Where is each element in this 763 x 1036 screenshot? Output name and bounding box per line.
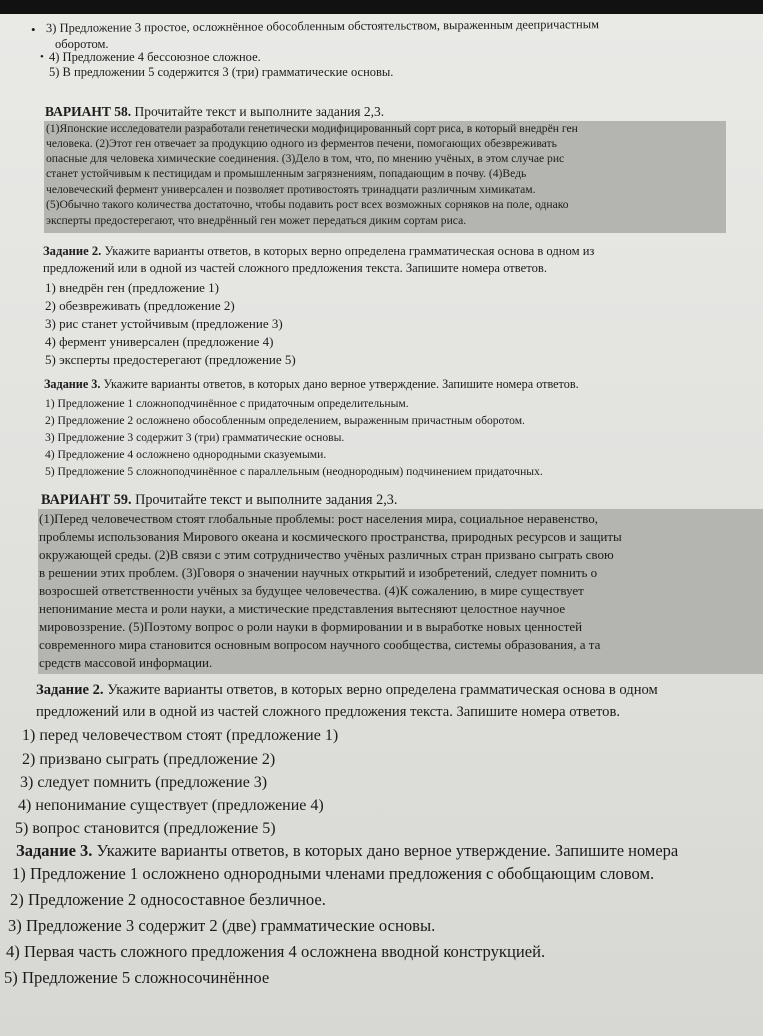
bullet-mark: • (31, 22, 36, 37)
text-line: человеческий фермент универсален и позволяет противостоять тринадцати различным химикатам. (46, 183, 536, 196)
task-prompt (43, 245, 594, 258)
text-line: современного мира становится основным вопросом научного сообщества, системы образования, а та (39, 637, 601, 652)
task-text: Укажите варианты ответов, в которых дано верное утверждение. Запишите номера ответов. (100, 377, 579, 391)
task-prompt (36, 683, 658, 698)
text-line: средств массовой информации. (39, 655, 213, 670)
variant-instruction: Прочитайте текст и выполните задания 2,3. (131, 492, 398, 508)
bullet-mark: • (40, 51, 44, 63)
answer-option: 4) фермент универсален (предложение 4) (45, 334, 274, 349)
task-prompt (16, 843, 678, 860)
option-line: 5) В предложении 5 содержится 3 (три) грамматические основы. (49, 65, 394, 79)
text-line: (1)Перед человечеством стоят глобальные проблемы: рост населения мира, социальное неравенство, (39, 511, 598, 526)
answer-option: 4) Предложение 4 осложнено однородными сказуемыми. (45, 448, 327, 461)
text-line: в решении этих проблем. (3)Говоря о значении научных открытий и изобретений, следует помнить о (39, 565, 598, 580)
answer-option: 4) непонимание существует (предложение 4) (18, 797, 324, 814)
answer-option: 4) Первая часть сложного предложения 4 осложнена вводной конструкцией. (6, 942, 546, 961)
variant-heading (45, 105, 384, 119)
answer-option: 2) Предложение 2 осложнено обособленным определением, выраженным причастным оборотом. (45, 414, 525, 427)
option-line: 4) Предложение 4 бессоюзное сложное. (49, 50, 261, 64)
answer-option: 1) перед человечеством стоят (предложение 1) (22, 727, 339, 744)
answer-option: 5) Предложение 5 сложносочинённое (4, 968, 270, 987)
option-line: оборотом. (55, 37, 109, 51)
task-prompt: предложений или в одной из частей сложного предложения текста. Запишите номера ответов. (43, 261, 547, 275)
answer-option: 2) Предложение 2 односоставное безличное. (10, 890, 326, 909)
answer-option: 1) Предложение 1 сложноподчинённое с придаточным определительным. (45, 397, 409, 410)
answer-option: 5) эксперты предостерегают (предложение 5) (45, 352, 296, 367)
task-text: Укажите варианты ответов, в которых верно определена грамматическая основа в одном (103, 682, 658, 698)
task-text: Укажите варианты ответов, в которых дано верное утверждение. Запишите номера (92, 841, 679, 860)
text-line: окружающей среды. (2)В связи с этим сотрудничество учёных различных стран призвано сыграть свою (39, 547, 614, 562)
variant-title: ВАРИАНТ 59. (41, 492, 132, 508)
variant-title: ВАРИАНТ 58. (45, 104, 132, 119)
answer-option: 5) Предложение 5 сложноподчинённое с параллельным (неоднородным) подчинением придаточных. (45, 465, 543, 478)
answer-option: 3) Предложение 3 содержит 3 (три) грамматические основы. (45, 431, 345, 444)
task-prompt (44, 378, 579, 390)
text-line: мировоззрение. (5)Поэтому вопрос о роли науки в формировании и в выработке новых ценностей (39, 619, 583, 634)
task-label: Задание 2. (36, 682, 104, 698)
text-line: непонимание места и роли науки, а мистические представления вытесняют целостное научное (39, 601, 566, 616)
text-line: станет устойчивым к пестицидам и промышленным загрязнениям, попадающим в почву. (4)Ведь (46, 167, 527, 180)
answer-option: 1) Предложение 1 осложнено однородными членами предложения с обобщающим словом. (12, 864, 655, 883)
task-label: Задание 3. (44, 377, 101, 391)
task-text: Укажите варианты ответов, в которых верно определена грамматическая основа в одном из (101, 244, 595, 258)
text-line: (5)Обычно такого количества достаточно, чтобы подавить рост всех возможных сорняков на поле, однако (46, 198, 569, 211)
text-line: человека. (2)Этот ген отвечает за продукцию одного из ферментов печени, помогающих обезвреживать (46, 137, 557, 150)
text-line: (1)Японские исследователи разработали генетически модифицированный сорт риса, в который внедрён ген (46, 122, 578, 135)
option-line: 3) Предложение 3 простое, осложнённое обособленным обстоятельством, выраженным деепричастным (45, 17, 600, 35)
answer-option: 3) Предложение 3 содержит 2 (две) грамматические основы. (8, 916, 436, 935)
text-line: возросшей ответственности учёных за будущее человечества. (4)К сожалению, в мире существует (39, 583, 584, 598)
task-prompt: предложений или в одной из частей сложного предложения текста. Запишите номера ответов. (36, 704, 621, 720)
answer-option: 5) вопрос становится (предложение 5) (15, 820, 276, 837)
text-line: проблемы использования Мирового океана и космического пространства, природных ресурсов и защиты (39, 529, 622, 544)
text-line: опасные для человека химические соединения. (3)Дело в том, что, по мнению учёных, в этом случае рис (46, 152, 565, 165)
text-line: эксперты предостерегают, что внедрённый ген может передаться диким сортам риса. (46, 214, 467, 227)
answer-option: 2) призвано сыграть (предложение 2) (22, 751, 276, 768)
variant-heading (41, 493, 397, 507)
task-label: Задание 2. (43, 244, 102, 258)
answer-option: 1) внедрён ген (предложение 1) (45, 280, 220, 295)
answer-option: 3) следует помнить (предложение 3) (20, 774, 268, 791)
answer-option: 2) обезвреживать (предложение 2) (45, 298, 235, 313)
variant-instruction: Прочитайте текст и выполните задания 2,3. (131, 104, 385, 119)
task-label: Задание 3. (16, 841, 93, 860)
answer-option: 3) рис станет устойчивым (предложение 3) (45, 316, 283, 331)
